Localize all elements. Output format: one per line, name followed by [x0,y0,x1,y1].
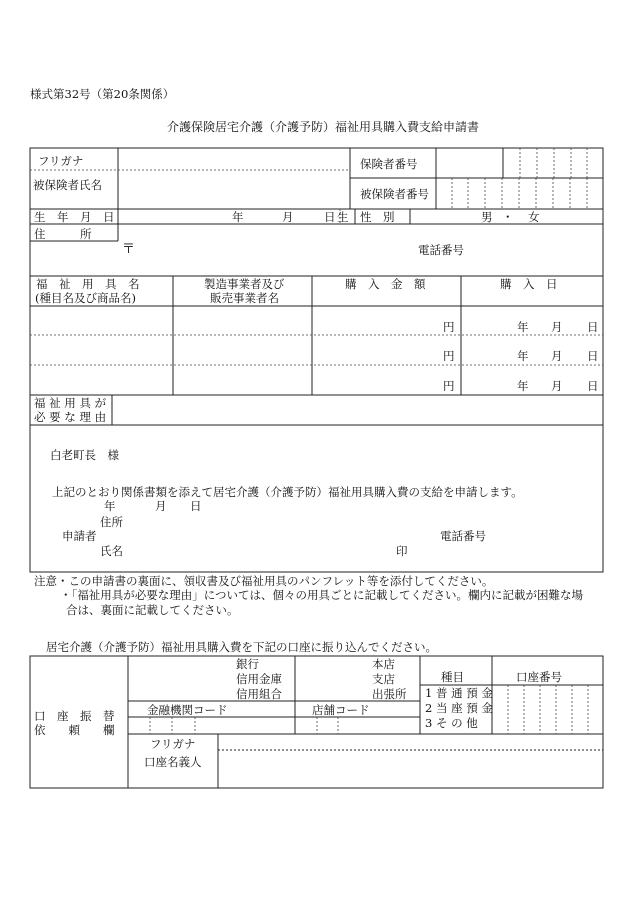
sex-male-option[interactable]: 男 [481,210,493,224]
bank-type-kumiai: 信用組合 [236,687,282,701]
addressee: 白老町長 様 [50,448,119,462]
reason-label: 福 祉 用 具 が [34,396,107,410]
equipment-row-2-month: 月 [551,349,563,363]
holder-furigana-label: フリガナ [150,737,196,751]
branch-type-office: 出張所 [372,687,407,701]
equipment-row-1-maker[interactable] [174,307,311,334]
form-title: 介護保険居宅介護（介護予防）福祉用具購入費支給申請書 [167,120,480,134]
phone-input[interactable] [480,236,600,266]
branch-name-input[interactable] [297,658,367,700]
col-item-label: 福 祉 用 具 名 [36,277,140,291]
note-line-2: ・「福祉用具が必要な理由」については、個々の用具ごとに記載してください。欄内に記載が困難な場 [60,588,584,602]
bank-type-bank: 銀行 [236,657,259,671]
col-item-sublabel: (種目名及び商品名) [35,291,136,305]
insured-name-label: 被保険者氏名 [33,178,102,192]
address-label: 住 所 [34,227,92,241]
decl-month-unit: 月 [155,499,167,513]
account-number-label: 口座番号 [516,670,562,684]
dob-day-unit: 日 [324,210,336,224]
bank-name-input[interactable] [130,658,230,700]
equipment-row-1-month: 月 [551,320,563,334]
decl-year-unit: 年 [104,499,116,513]
equipment-row-3-yen: 円 [443,379,455,393]
sex-female-option[interactable]: 女 [528,210,540,224]
postal-mark: 〒 [122,242,136,257]
applicant-name-label: 氏名 [100,544,123,558]
equipment-row-1-day: 日 [587,320,599,334]
sex-label: 生 性 別 [337,210,395,224]
seal-mark: 印 [396,544,408,558]
insurer-number-label: 保険者番号 [360,157,418,171]
dob-label: 生 年 月 日 [34,210,115,224]
account-type-other[interactable]: 3 そ の 他 [425,716,478,730]
equipment-row-1-item[interactable] [31,307,172,334]
form-number: 様式第32号（第20条関係） [30,87,175,101]
equipment-row-3-month: 月 [551,379,563,393]
address-input[interactable] [138,228,408,272]
bank-code-input[interactable] [129,718,294,733]
bank-section-label: 口 座 振 替 [34,709,115,723]
bank-code-label: 金融機関コード [147,703,228,717]
applicant-label: 申請者 [62,529,97,543]
decl-day-unit: 日 [190,499,202,513]
insurer-number-input[interactable] [504,149,602,177]
applicant-phone-label: 電話番号 [440,529,486,543]
phone-label: 電話番号 [418,243,464,257]
declaration-statement: 上記のとおり関係書類を添えて居宅介護（介護予防）福祉用具購入費の支給を申請します。 [52,485,523,499]
sex-separator: ・ [502,210,514,224]
account-number-input[interactable] [493,686,602,733]
equipment-row-2-year: 年 [517,349,529,363]
equipment-row-2-item[interactable] [31,336,172,364]
equipment-row-1-year: 年 [517,320,529,334]
equipment-row-2-yen: 円 [443,349,455,363]
equipment-row-1-yen: 円 [443,320,455,334]
bank-intro: 居宅介護（介護予防）福祉用具購入費を下記の口座に振り込んでください。 [46,640,437,654]
note-line-3: 合は、裏面に記載してください。 [66,603,239,617]
applicant-address-input[interactable] [130,512,430,528]
col-date-label: 購 入 日 [500,277,558,291]
equipment-row-3-year: 年 [517,379,529,393]
dob-year-unit: 年 [232,210,244,224]
bank-type-shinkin: 信用金庫 [236,672,282,686]
account-type-label: 種目 [441,670,464,684]
account-holder-input[interactable] [219,751,602,787]
bank-section-label-2: 依 頼 欄 [34,723,115,737]
furigana-input[interactable] [120,150,348,168]
holder-furigana-input[interactable] [219,735,602,749]
col-amount-label: 購 入 金 額 [345,277,426,291]
equipment-row-2-day: 日 [587,349,599,363]
reason-input[interactable] [113,396,602,424]
furigana-label: フリガナ [38,154,84,168]
insured-number-label: 被保険者番号 [360,187,429,201]
col-maker-sublabel: 販売事業者名 [210,291,279,305]
dob-month-unit: 月 [282,210,294,224]
branch-code-label: 店舗コード [312,703,370,717]
equipment-row-3-day: 日 [587,379,599,393]
account-holder-label: 口座名義人 [144,755,202,769]
applicant-address-label: 住所 [100,515,123,529]
branch-type-branch: 支店 [372,672,395,686]
equipment-row-2-maker[interactable] [174,336,311,364]
branch-type-main: 本店 [372,657,395,671]
insured-name-input[interactable] [120,172,348,207]
reason-label-2: 必 要 な 理 由 [34,410,107,424]
col-maker-label: 製造事業者及び [204,277,285,291]
equipment-row-3-item[interactable] [31,366,172,394]
branch-code-input[interactable] [296,718,419,733]
insured-number-input[interactable] [437,179,602,208]
equipment-row-3-maker[interactable] [174,366,311,394]
account-type-toza[interactable]: 2 当 座 預 金 [425,701,493,715]
note-line-1: 注意・この申請書の裏面に、領収書及び福祉用具のパンフレット等を添付してください。 [34,574,494,588]
account-type-futsu[interactable]: 1 普 通 預 金 [425,686,493,700]
applicant-name-input[interactable] [130,541,390,557]
